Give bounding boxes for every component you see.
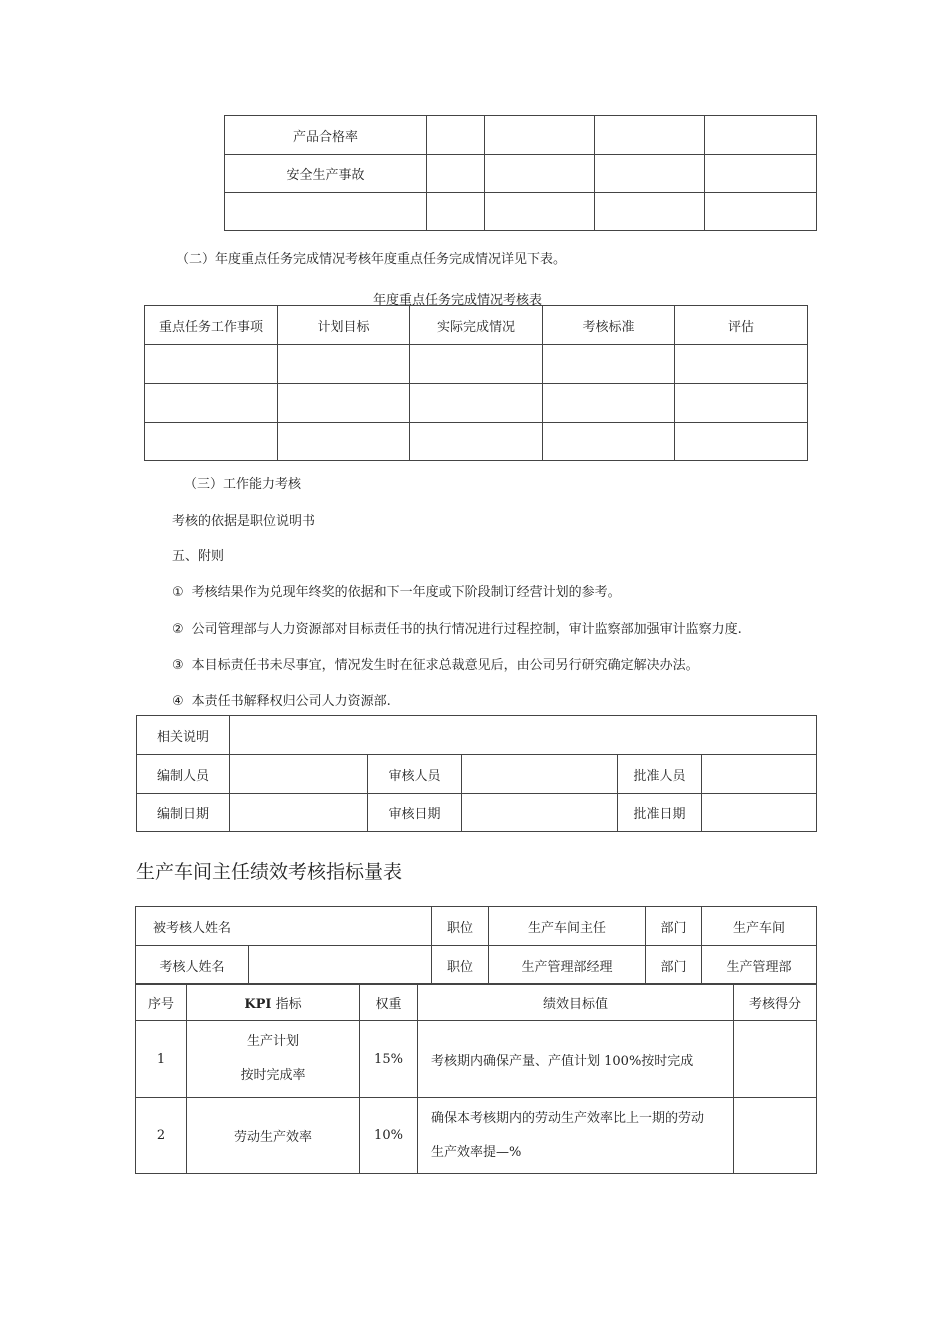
signoff-table: [136, 715, 817, 832]
table-row: [225, 155, 817, 193]
item-number: ①: [172, 585, 184, 600]
assessee-name-label: 被考核人姓名: [136, 907, 432, 946]
row-label: [225, 193, 427, 231]
section-3-text: 考核的依据是职位说明书: [172, 514, 316, 529]
col-header-kpi: KPI 指标: [187, 984, 360, 1021]
col-header: 考核标准: [543, 306, 675, 345]
row-seq: 2: [136, 1098, 187, 1174]
table-row: [145, 423, 808, 461]
list-item: [172, 690, 391, 709]
table-row: [136, 1098, 817, 1174]
assessor-dept: 生产管理部: [702, 946, 817, 985]
row-target: 确保本考核期内的劳动生产效率比上一期的劳动 生产效率提—%: [418, 1098, 734, 1174]
reviewed-date-label: 审核日期: [368, 794, 462, 832]
row-label: 安全生产事故: [225, 155, 427, 193]
prepared-date-label: 编制日期: [137, 794, 230, 832]
item-number: ②: [172, 622, 184, 637]
table-row: [225, 193, 817, 231]
table-row: [136, 946, 817, 985]
item-number: ③: [172, 658, 184, 673]
table-caption: 年度重点任务完成情况考核表: [373, 293, 543, 308]
assessor-name-value: [249, 946, 432, 985]
table-header-row: [145, 306, 808, 345]
row-label: 产品合格率: [225, 116, 427, 155]
row-kpi: 生产计划 按时完成率: [187, 1021, 360, 1098]
position-label: 职位: [432, 946, 489, 985]
row-seq: 1: [136, 1021, 187, 1098]
section-3-heading: （三）工作能力考核: [184, 477, 302, 492]
table-row: [145, 345, 808, 384]
assessee-position: 生产车间主任: [489, 907, 646, 946]
row-weight: 15%: [360, 1021, 418, 1098]
table-row: [136, 907, 817, 946]
approved-by-label: 批准人员: [618, 755, 702, 794]
table-row: [145, 384, 808, 423]
reviewed-by-label: 审核人员: [368, 755, 462, 794]
table-row: [136, 1021, 817, 1098]
list-item: [172, 618, 742, 637]
assessee-dept: 生产车间: [702, 907, 817, 946]
table-row: [225, 116, 817, 155]
col-header: 实际完成情况: [410, 306, 543, 345]
item-number: ④: [172, 694, 184, 709]
dept-label: 部门: [646, 907, 702, 946]
section-2-text: （二）年度重点任务完成情况考核年度重点任务完成情况详见下表。: [176, 252, 567, 267]
item-text: 公司管理部与人力资源部对目标责任书的执行情况进行过程控制，审计监察部加强审计监察力度.: [191, 622, 742, 637]
col-header: 评估: [675, 306, 808, 345]
prepared-by-label: 编制人员: [137, 755, 230, 794]
assessor-position: 生产管理部经理: [489, 946, 646, 985]
dept-label: 部门: [646, 946, 702, 985]
col-header: 计划目标: [278, 306, 410, 345]
col-header-target: 绩效目标值: [418, 984, 734, 1021]
assessor-name-label: 考核人姓名: [136, 946, 249, 985]
table-header-row: [136, 984, 817, 1021]
key-tasks-table: [144, 305, 808, 461]
kpi-header-table: [135, 906, 817, 985]
col-header-weight: 权重: [360, 984, 418, 1021]
notes-label: 相关说明: [137, 716, 230, 755]
notes-value: [230, 716, 817, 755]
row-score: [734, 1021, 817, 1098]
list-item: [172, 654, 699, 673]
row-target: 考核期内确保产量、产值计划 100%按时完成: [418, 1021, 734, 1098]
approved-date-label: 批准日期: [618, 794, 702, 832]
kpi-table-title: 生产车间主任绩效考核指标量表: [136, 861, 403, 883]
row-score: [734, 1098, 817, 1174]
position-label: 职位: [432, 907, 489, 946]
table-row: [137, 755, 817, 794]
table-row: [137, 794, 817, 832]
row-kpi: 劳动生产效率: [187, 1098, 360, 1174]
item-text: 本责任书解释权归公司人力资源部.: [191, 694, 391, 709]
section-5-heading: 五、附则: [172, 549, 225, 564]
item-text: 考核结果作为兑现年终奖的依据和下一年度或下阶段制订经营计划的参考。: [191, 585, 621, 600]
col-header-score: 考核得分: [734, 984, 817, 1021]
table-row: [137, 716, 817, 755]
col-header-seq: 序号: [136, 984, 187, 1021]
col-header: 重点任务工作事项: [145, 306, 278, 345]
kpi-indicator-table: [135, 983, 817, 1174]
list-item: [172, 581, 621, 600]
row-weight: 10%: [360, 1098, 418, 1174]
item-text: 本目标责任书未尽事宜，情况发生时在征求总裁意见后，由公司另行研究确定解决办法。: [191, 658, 699, 673]
indicator-table-continued: [224, 115, 817, 231]
